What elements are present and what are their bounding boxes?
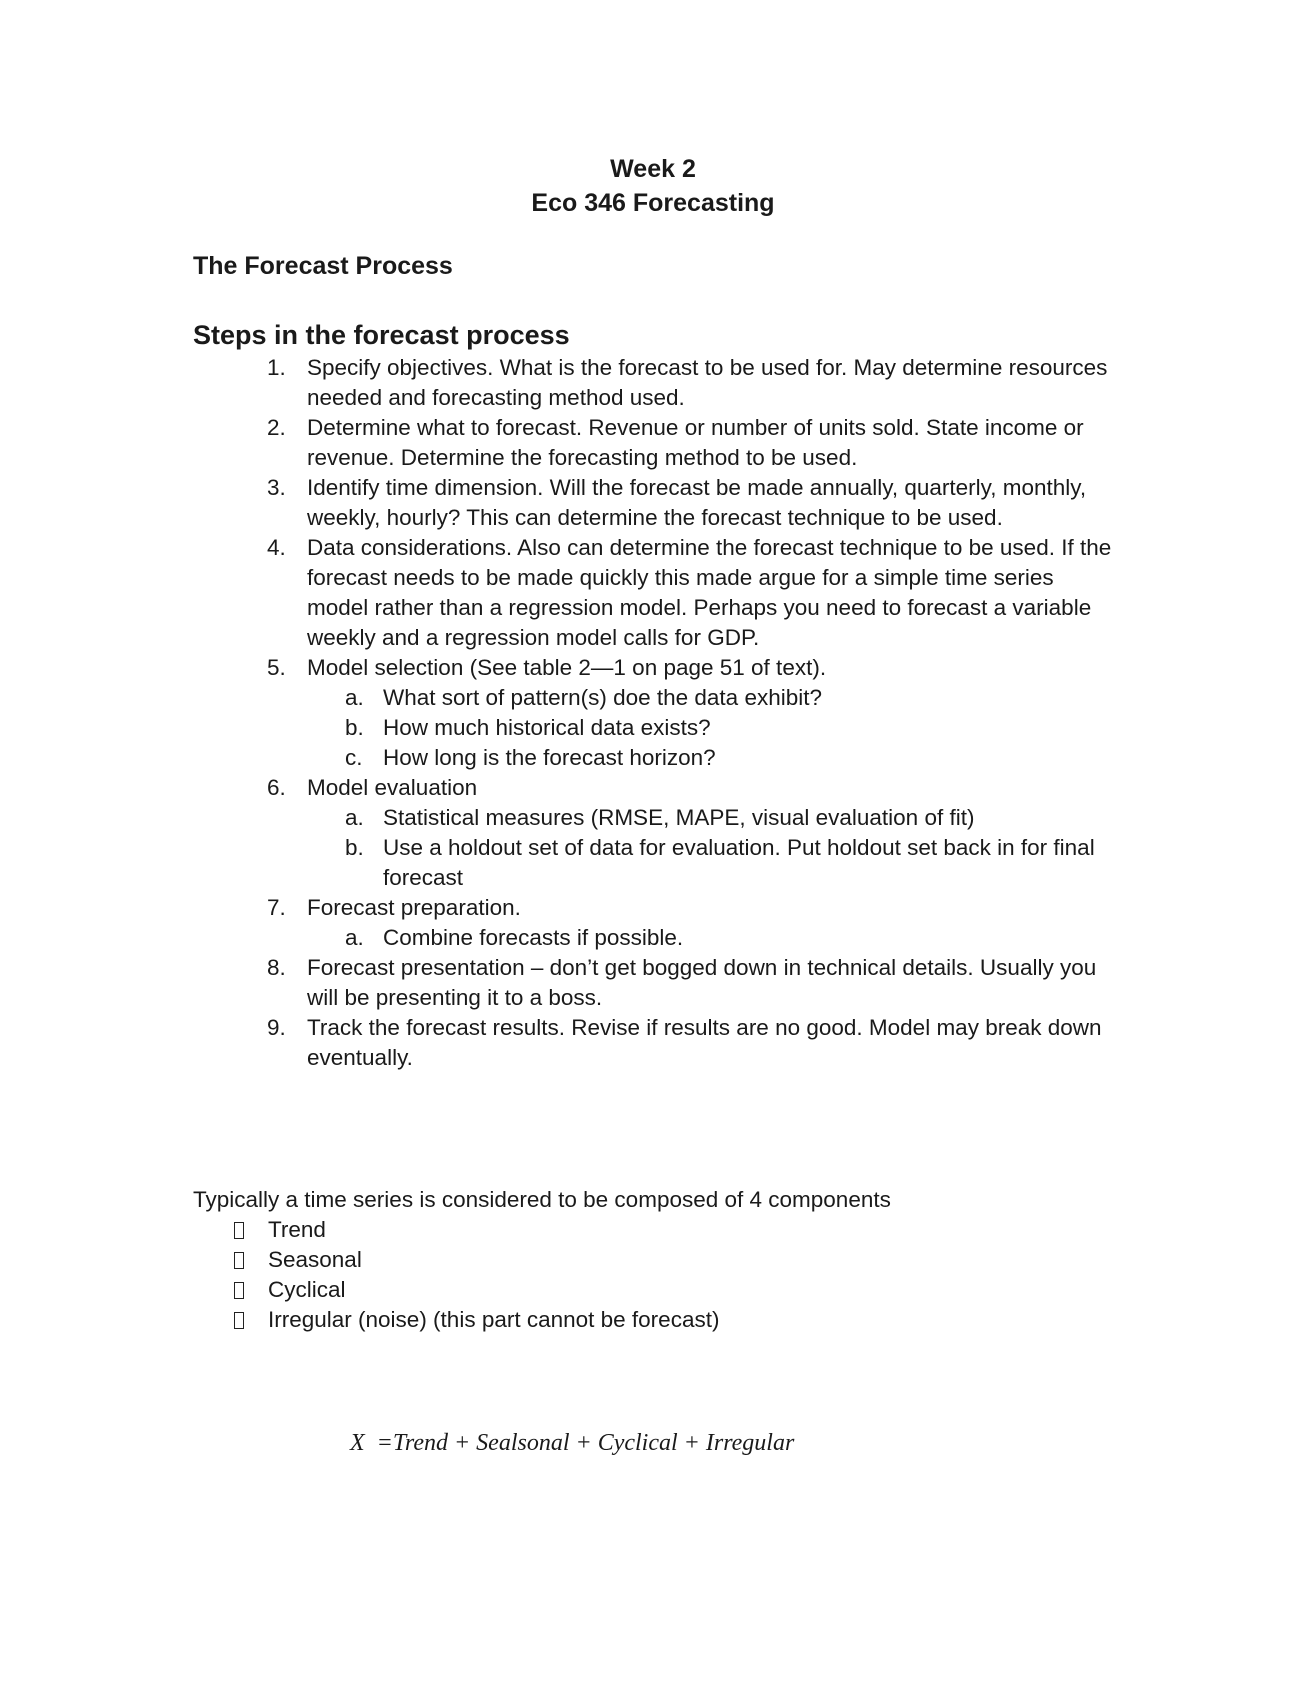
sub-step-letter: a. xyxy=(345,685,364,710)
sub-step-text: How long is the forecast horizon? xyxy=(383,745,716,770)
step-number: 3. xyxy=(267,475,286,500)
week-heading: Week 2 xyxy=(610,155,696,183)
step-number: 2. xyxy=(267,415,286,440)
steps-list xyxy=(267,353,1117,1073)
step-text: Track the forecast results. Revise if results are no good. Model may break down eventually. xyxy=(307,1015,1102,1070)
sub-step-item xyxy=(307,683,1117,713)
step-item xyxy=(267,773,1117,893)
box-bullet-icon xyxy=(234,1222,244,1239)
step-number: 4. xyxy=(267,535,286,560)
step-number: 1. xyxy=(267,355,286,380)
step-text: Determine what to forecast. Revenue or number of units sold. State income or revenue. Determine the forecasting method to be used. xyxy=(307,415,1084,470)
component-text: Seasonal xyxy=(268,1247,362,1272)
sub-step-text: Statistical measures (RMSE, MAPE, visual evaluation of fit) xyxy=(383,805,975,830)
sub-step-text: How much historical data exists? xyxy=(383,715,711,740)
course-heading: Eco 346 Forecasting xyxy=(531,189,775,217)
step-item xyxy=(267,353,1117,413)
equation: X =Trend + Sealsonal + Cyclical + Irregular xyxy=(350,1430,795,1456)
component-item xyxy=(230,1215,719,1245)
step-number: 9. xyxy=(267,1015,286,1040)
step-item xyxy=(267,893,1117,953)
sub-step-letter: a. xyxy=(345,805,364,830)
sub-step-item xyxy=(307,713,1117,743)
component-item xyxy=(230,1305,719,1335)
step-text: Model selection (See table 2—1 on page 51 of text). xyxy=(307,655,827,680)
sub-step-list xyxy=(307,803,1117,893)
step-text: Forecast presentation – don’t get bogged down in technical details. Usually you will be presenting it to a boss. xyxy=(307,955,1097,1010)
step-item xyxy=(267,473,1117,533)
sub-step-letter: b. xyxy=(345,715,364,740)
component-text: Cyclical xyxy=(268,1277,346,1302)
sub-step-item xyxy=(307,743,1117,773)
step-text: Forecast preparation. xyxy=(307,895,521,920)
step-number: 7. xyxy=(267,895,286,920)
sub-step-item xyxy=(307,833,1117,893)
sub-step-list xyxy=(307,923,1117,953)
sub-step-letter: b. xyxy=(345,835,364,860)
sub-step-item xyxy=(307,923,1117,953)
sub-step-text: Combine forecasts if possible. xyxy=(383,925,684,950)
sub-step-text: What sort of pattern(s) doe the data exhibit? xyxy=(383,685,822,710)
sub-step-text: Use a holdout set of data for evaluation. Put holdout set back in for final forecast xyxy=(383,835,1095,890)
sub-step-letter: a. xyxy=(345,925,364,950)
box-bullet-icon xyxy=(234,1312,244,1329)
step-number: 5. xyxy=(267,655,286,680)
step-text: Data considerations. Also can determine the forecast technique to be used. If the forecast needs to be made quickly this made argue for a simple time series model rather than a regression model. Perhaps you need to forecast a variable weekly and a regression model calls for GDP. xyxy=(307,535,1112,650)
step-text: Model evaluation xyxy=(307,775,478,800)
step-item xyxy=(267,1013,1117,1073)
component-text: Trend xyxy=(268,1217,326,1242)
step-item xyxy=(267,653,1117,773)
sub-step-list xyxy=(307,683,1117,773)
box-bullet-icon xyxy=(234,1282,244,1299)
step-item xyxy=(267,533,1117,653)
sub-step-letter: c. xyxy=(345,745,363,770)
box-bullet-icon xyxy=(234,1252,244,1269)
sub-step-item xyxy=(307,803,1117,833)
document-title xyxy=(0,152,1306,220)
components-list xyxy=(230,1215,719,1335)
section-title: The Forecast Process xyxy=(193,252,453,280)
step-item xyxy=(267,953,1117,1013)
steps-title: Steps in the forecast process xyxy=(193,320,570,350)
step-text: Specify objectives. What is the forecast to be used for. May determine resources needed and forecasting method used. xyxy=(307,355,1108,410)
component-text: Irregular (noise) (this part cannot be forecast) xyxy=(268,1307,720,1332)
components-intro: Typically a time series is considered to be composed of 4 components xyxy=(193,1187,891,1212)
component-item xyxy=(230,1245,719,1275)
step-text: Identify time dimension. Will the forecast be made annually, quarterly, monthly, weekly, hourly? This can determine the forecast technique to be used. xyxy=(307,475,1087,530)
step-number: 8. xyxy=(267,955,286,980)
step-number: 6. xyxy=(267,775,286,800)
step-item xyxy=(267,413,1117,473)
component-item xyxy=(230,1275,719,1305)
